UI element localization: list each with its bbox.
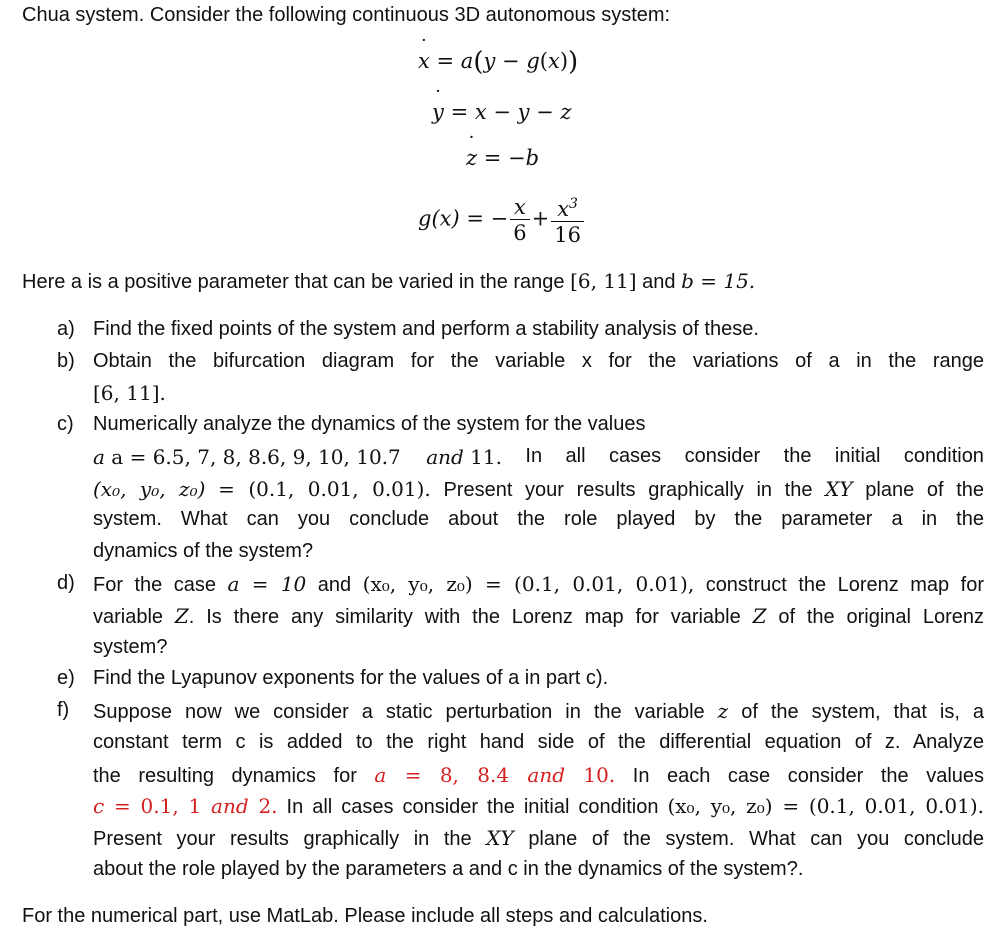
item-d-line2: variable Z. Is there any similarity with the Lorenz map for variable Z of the original Lorenz	[93, 604, 984, 628]
item-b-line1: Obtain the bifurcation diagram for the variable x for the variations of a in the range	[93, 350, 984, 372]
item-c-line4: system. What can you conclude about the role played by the parameter a in the	[93, 508, 984, 530]
item-f-line5: Present your results graphically in the XY plane of the system. What can you conclude	[93, 826, 984, 850]
heading: Chua system. Consider the following continuous 3D autonomous system:	[22, 4, 671, 26]
intro-text: Here a is a positive parameter that can be varied in the range [6, 11] and b = 15.	[22, 269, 756, 293]
item-f-line3: the resulting dynamics for a = 8, 8.4 and 10. In each case consider the values	[93, 763, 985, 787]
item-e-letter: e)	[57, 667, 75, 689]
equation-g: g(x) = − $\frac{x}{6}$ + $\frac{x^3}{16}$	[418, 192, 586, 248]
item-b-letter: b)	[57, 350, 75, 372]
item-f-line6: about the role played by the parameters a and c in the dynamics of the system?.	[93, 858, 804, 880]
item-c-line3: (x₀, y₀, z₀) = (0.1, 0.01, 0.01). Present your results graphically in the XY plane of the	[93, 477, 985, 501]
item-a-text: Find the fixed points of the system and perform a stability analysis of these.	[93, 318, 759, 340]
item-b-line2: [6, 11].	[93, 381, 166, 405]
item-c-line5: dynamics of the system?	[93, 540, 314, 562]
footer-note: For the numerical part, use MatLab. Please include all steps and calculations.	[22, 905, 708, 927]
equation-x-dot: x ˙ = a(y − g(x))	[418, 47, 578, 77]
item-f-line1: Suppose now we consider a static perturbation in the variable z of the system, that is, a	[93, 699, 985, 723]
item-f-line4: c = 0.1, 1 and 2. In all cases consider the initial condition (x₀, y₀, z₀) = (0.1, 0.01, 0.01).	[93, 794, 985, 818]
item-c-letter: c)	[57, 413, 74, 435]
item-c-line1: Numerically analyze the dynamics of the system for the values	[93, 413, 646, 435]
item-f-letter: f)	[57, 699, 70, 721]
item-f-line2: constant term c is added to the right hand side of the differential equation of z. Analyze	[93, 731, 984, 753]
item-d-letter: d)	[57, 572, 75, 594]
item-c-line2: a a = 6.5, 7, 8, 8.6, 9, 10, 10.7 and 11. In all cases consider the initial condition	[93, 445, 984, 469]
equation-y-dot: y ˙ = x − y − z	[432, 100, 572, 124]
item-d-line1: For the case a = 10 and (x₀, y₀, z₀) = (0.1, 0.01, 0.01), construct the Lorenz map for	[93, 572, 984, 596]
c-values: c = 0.1, 1 and 2.	[93, 794, 278, 818]
equation-z-dot: z ˙ = −b	[466, 146, 539, 170]
item-d-line3: system?	[93, 636, 168, 658]
item-a-letter: a)	[57, 318, 75, 340]
item-e-text: Find the Lyapunov exponents for the values of a in part c).	[93, 667, 609, 689]
